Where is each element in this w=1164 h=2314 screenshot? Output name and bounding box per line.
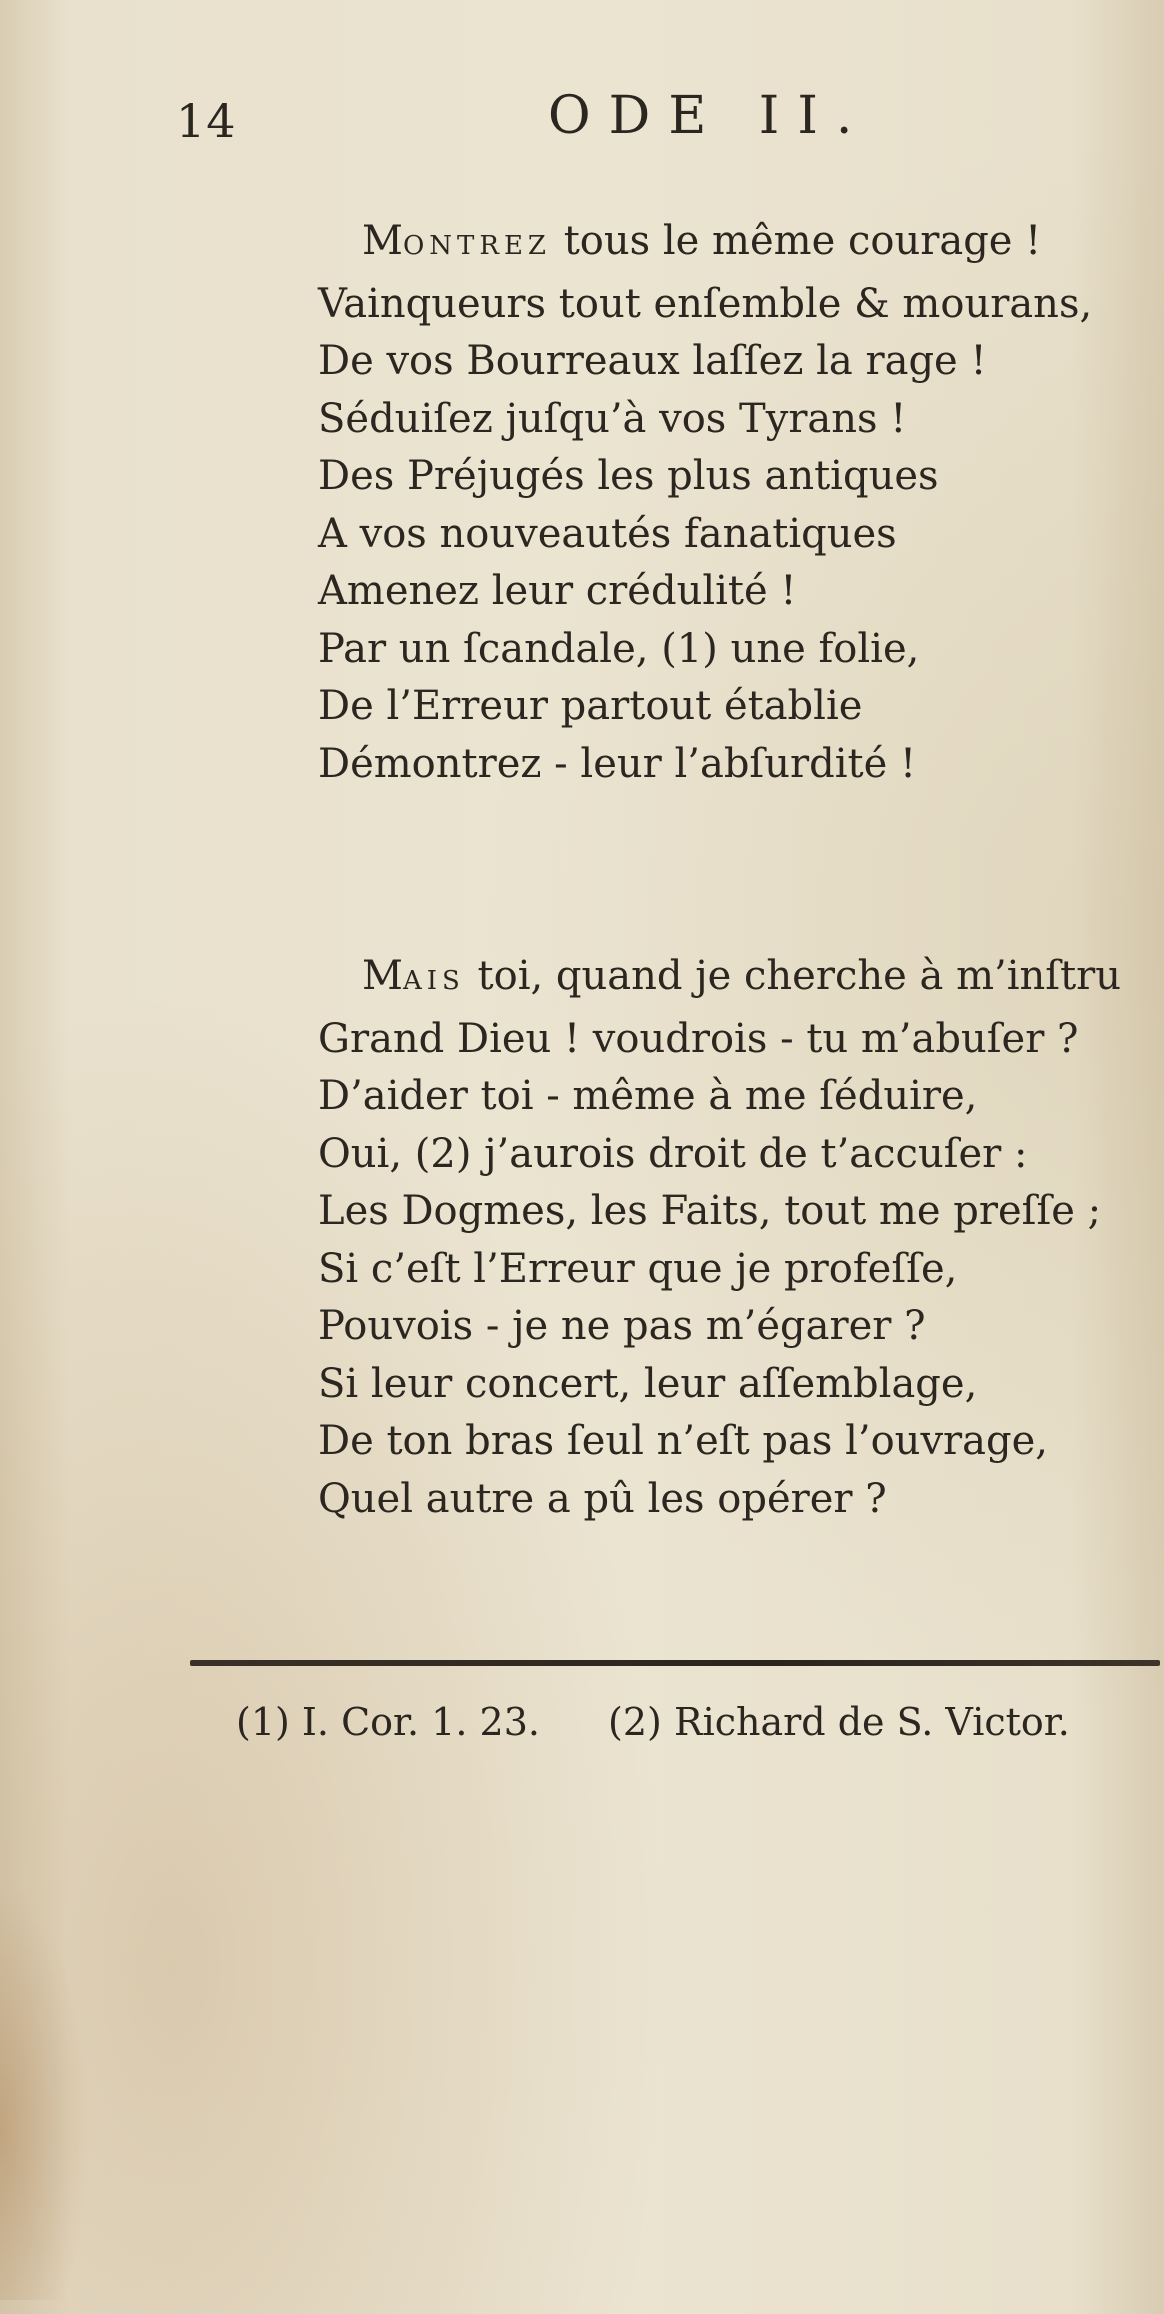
verse-line	[318, 948, 1138, 1011]
footnotes	[236, 1700, 1070, 1744]
verse-line: D’aider toi - même à me ſéduire,	[318, 1073, 978, 1119]
page-number: 14	[176, 94, 237, 148]
verse-text: tous le même courage !	[551, 218, 1042, 264]
initial-letter: M	[362, 218, 403, 264]
small-caps-word: AIS	[402, 966, 465, 996]
verse-line: Amenez leur crédulité !	[318, 568, 797, 614]
verse-line: Par un ſcandale, (1) une folie,	[318, 625, 920, 672]
verse-line: De l’Erreur partout établie	[318, 683, 863, 729]
verse-line	[318, 213, 1138, 276]
verse-line: Oui, (2) j’aurois droit de t’accuſer :	[318, 1130, 1028, 1177]
verse-line: Pouvois - je ne pas m’égarer ?	[318, 1303, 926, 1349]
footnote-2: (2) Richard de S. Victor.	[608, 1700, 1070, 1744]
footnote-rule	[190, 1660, 1160, 1666]
verse-line: Séduiſez juſqu’à vos Tyrans !	[318, 395, 907, 442]
running-head: ODE II.	[548, 86, 871, 146]
footnote-1: (1) I. Cor. 1. 23.	[236, 1700, 540, 1744]
verse-line: Quel autre a pû les opérer ?	[318, 1475, 887, 1522]
verse-line: De ton bras ſeul n’eſt pas l’ouvrage,	[318, 1418, 1048, 1464]
small-caps-word: ONTREZ	[402, 231, 551, 261]
verse-line: Des Préjugés les plus antiques	[318, 453, 939, 499]
initial-letter: M	[362, 953, 403, 999]
verse-text: toi, quand je cherche à m’inſtru	[464, 953, 1122, 999]
verse-line: Vainqueurs tout enſemble & mourans,	[318, 280, 1093, 327]
verse-line: A vos nouveautés fanatiques	[318, 510, 897, 557]
verse-line: Si c’eſt l’Erreur que je profeſſe,	[318, 1245, 958, 1292]
verse-line: De vos Bourreaux laſſez la rage !	[318, 338, 987, 384]
verse-line: Grand Dieu ! voudrois - tu m’abuſer ?	[318, 1015, 1079, 1062]
paper-stain	[0, 1880, 90, 2300]
verse-line: Si leur concert, leur aſſemblage,	[318, 1360, 978, 1407]
stanza-1	[318, 213, 1138, 793]
verse-line: Les Dogmes, les Faits, tout me preſſe ;	[318, 1188, 1102, 1234]
stanza-2	[318, 948, 1138, 1528]
verse-line: Démontrez - leur l’abſurdité !	[318, 740, 917, 787]
